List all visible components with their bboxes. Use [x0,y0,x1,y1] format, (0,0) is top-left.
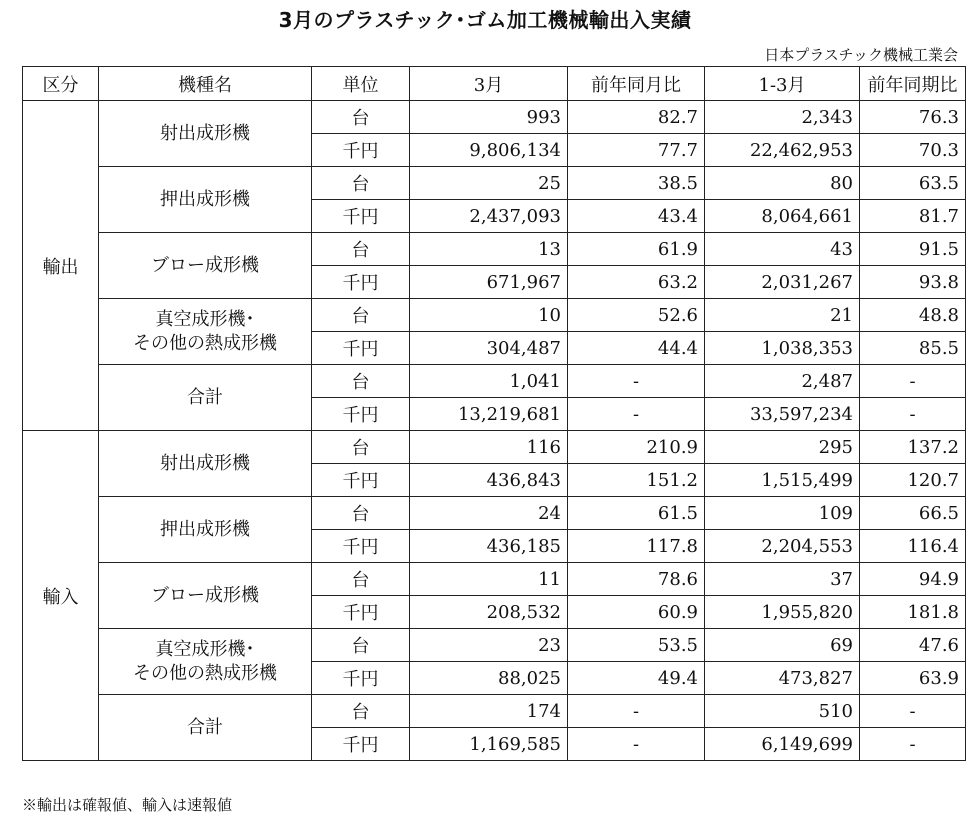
header-unit: 単位 [312,67,410,101]
table-row [23,695,966,728]
unit-cell: 台 [312,695,410,728]
machine-name-line: 合計 [187,386,223,408]
period-yoy-cell: 76.3 [860,101,966,134]
section-label: 輸入 [23,431,99,761]
organization-name: 日本プラスチック機械工業会 [764,46,958,64]
period-yoy-cell: 47.6 [860,629,966,662]
unit-cell: 千円 [312,464,410,497]
period-value-cell: 69 [705,629,860,662]
period-value-cell: 2,204,553 [705,530,860,563]
table-row [23,563,966,596]
header-period-yoy: 前年同期比 [860,67,966,101]
month-yoy-cell: - [568,695,705,728]
period-value-cell: 109 [705,497,860,530]
header-section: 区分 [23,67,99,101]
month-yoy-cell: 61.9 [568,233,705,266]
table-row [23,497,966,530]
month-value-cell: 25 [410,167,568,200]
table-row [23,629,966,662]
machine-name-line: 押出成形機 [160,518,250,540]
unit-cell: 千円 [312,266,410,299]
period-yoy-cell: 85.5 [860,332,966,365]
table-header [23,67,966,101]
period-value-cell: 22,462,953 [705,134,860,167]
unit-cell: 千円 [312,332,410,365]
period-value-cell: 1,038,353 [705,332,860,365]
period-value-cell: 6,149,699 [705,728,860,761]
machine-name-line: 射出成形機 [160,452,250,474]
month-value-cell: 208,532 [410,596,568,629]
month-value-cell: 436,185 [410,530,568,563]
month-yoy-cell: 49.4 [568,662,705,695]
month-value-cell: 23 [410,629,568,662]
machine-name-line: 合計 [187,716,223,738]
unit-cell: 台 [312,299,410,332]
month-value-cell: 88,025 [410,662,568,695]
unit-cell: 台 [312,167,410,200]
unit-cell: 千円 [312,134,410,167]
period-value-cell: 2,343 [705,101,860,134]
footnote: ※輸出は確報値、輸入は速報値 [22,796,233,814]
page-title: 3月のプラスチック･ゴム加工機械輸出入実績 [278,8,692,32]
period-yoy-cell: - [860,398,966,431]
table-row [23,233,966,266]
table-row [23,101,966,134]
month-yoy-cell: - [568,365,705,398]
month-yoy-cell: 63.2 [568,266,705,299]
period-value-cell: 2,031,267 [705,266,860,299]
period-value-cell: 295 [705,431,860,464]
period-value-cell: 1,515,499 [705,464,860,497]
period-yoy-cell: - [860,695,966,728]
unit-cell: 千円 [312,200,410,233]
period-yoy-cell: 81.7 [860,200,966,233]
month-yoy-cell: 44.4 [568,332,705,365]
unit-cell: 台 [312,365,410,398]
month-yoy-cell: 210.9 [568,431,705,464]
table-row [23,431,966,464]
machine-name-line: その他の熱成形機 [133,332,277,354]
machine-name-line: その他の熱成形機 [133,662,277,684]
machine-name-line: 射出成形機 [160,122,250,144]
unit-cell: 千円 [312,398,410,431]
period-value-cell: 2,487 [705,365,860,398]
month-value-cell: 436,843 [410,464,568,497]
period-yoy-cell: - [860,728,966,761]
unit-cell: 千円 [312,662,410,695]
month-yoy-cell: - [568,728,705,761]
month-value-cell: 2,437,093 [410,200,568,233]
machine-name [99,101,312,167]
table-row [23,167,966,200]
month-yoy-cell: 52.6 [568,299,705,332]
unit-cell: 台 [312,431,410,464]
period-value-cell: 80 [705,167,860,200]
trade-table [22,66,966,761]
period-yoy-cell: 120.7 [860,464,966,497]
period-yoy-cell: 94.9 [860,563,966,596]
month-yoy-cell: 61.5 [568,497,705,530]
month-value-cell: 13,219,681 [410,398,568,431]
month-value-cell: 993 [410,101,568,134]
month-value-cell: 11 [410,563,568,596]
machine-name [99,431,312,497]
month-yoy-cell: 53.5 [568,629,705,662]
machine-name [99,563,312,629]
month-yoy-cell: 43.4 [568,200,705,233]
machine-name [99,299,312,365]
period-yoy-cell: - [860,365,966,398]
period-yoy-cell: 66.5 [860,497,966,530]
period-yoy-cell: 91.5 [860,233,966,266]
month-value-cell: 24 [410,497,568,530]
section-label: 輸出 [23,101,99,431]
month-value-cell: 10 [410,299,568,332]
header-month: 3月 [410,67,568,101]
machine-name [99,497,312,563]
unit-cell: 台 [312,563,410,596]
machine-name [99,695,312,761]
month-yoy-cell: - [568,398,705,431]
month-yoy-cell: 77.7 [568,134,705,167]
table-row [23,299,966,332]
unit-cell: 千円 [312,530,410,563]
month-yoy-cell: 60.9 [568,596,705,629]
period-value-cell: 8,064,661 [705,200,860,233]
unit-cell: 台 [312,233,410,266]
period-value-cell: 21 [705,299,860,332]
header-machine: 機種名 [99,67,312,101]
month-value-cell: 13 [410,233,568,266]
period-yoy-cell: 181.8 [860,596,966,629]
month-value-cell: 1,041 [410,365,568,398]
month-value-cell: 304,487 [410,332,568,365]
machine-name [99,629,312,695]
unit-cell: 千円 [312,596,410,629]
unit-cell: 台 [312,629,410,662]
period-value-cell: 1,955,820 [705,596,860,629]
table-row [23,365,966,398]
period-value-cell: 43 [705,233,860,266]
machine-name-line: 真空成形機･ [155,308,255,330]
month-value-cell: 1,169,585 [410,728,568,761]
period-yoy-cell: 63.9 [860,662,966,695]
period-value-cell: 37 [705,563,860,596]
period-yoy-cell: 63.5 [860,167,966,200]
machine-name-line: ブロー成形機 [151,584,259,606]
period-yoy-cell: 116.4 [860,530,966,563]
machine-name-line: 真空成形機･ [155,638,255,660]
machine-name-line: ブロー成形機 [151,254,259,276]
month-value-cell: 671,967 [410,266,568,299]
period-yoy-cell: 137.2 [860,431,966,464]
table-body [23,101,966,761]
header-row [23,67,966,101]
period-yoy-cell: 70.3 [860,134,966,167]
machine-name [99,167,312,233]
period-yoy-cell: 48.8 [860,299,966,332]
month-value-cell: 174 [410,695,568,728]
header-period: 1-3月 [705,67,860,101]
month-yoy-cell: 82.7 [568,101,705,134]
month-yoy-cell: 78.6 [568,563,705,596]
month-value-cell: 116 [410,431,568,464]
month-yoy-cell: 151.2 [568,464,705,497]
period-value-cell: 473,827 [705,662,860,695]
unit-cell: 台 [312,497,410,530]
machine-name-line: 押出成形機 [160,188,250,210]
machine-name [99,365,312,431]
unit-cell: 台 [312,101,410,134]
month-yoy-cell: 38.5 [568,167,705,200]
machine-name [99,233,312,299]
month-value-cell: 9,806,134 [410,134,568,167]
unit-cell: 千円 [312,728,410,761]
month-yoy-cell: 117.8 [568,530,705,563]
period-value-cell: 510 [705,695,860,728]
period-value-cell: 33,597,234 [705,398,860,431]
header-month-yoy: 前年同月比 [568,67,705,101]
period-yoy-cell: 93.8 [860,266,966,299]
